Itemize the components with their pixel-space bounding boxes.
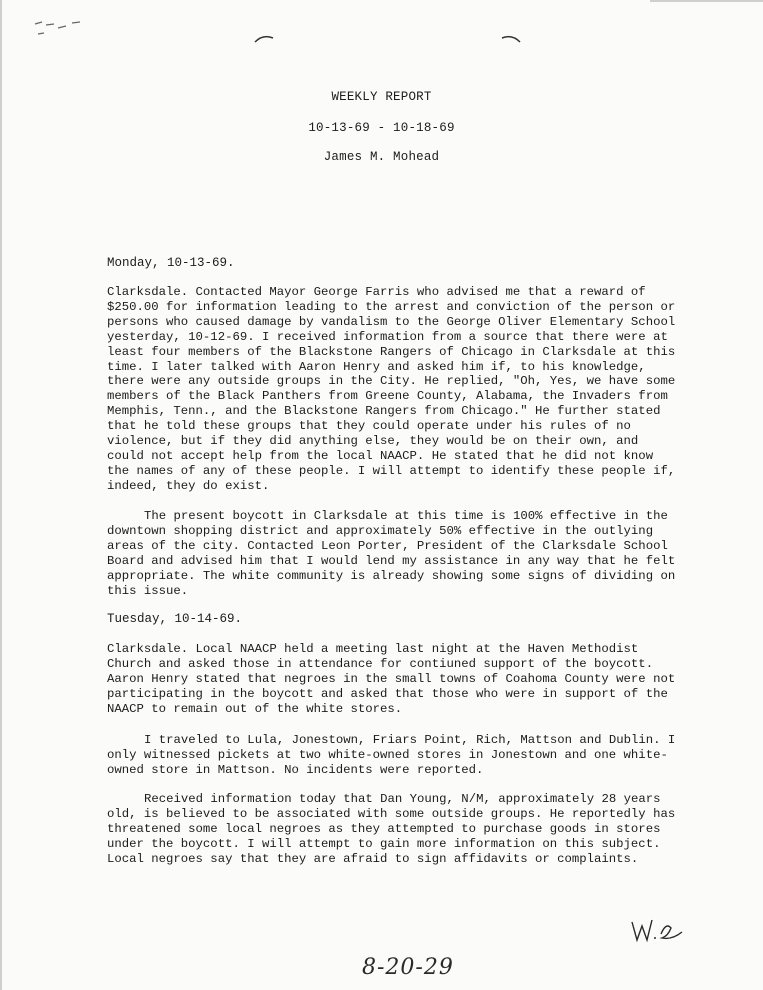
paragraph-monday-2: The present boycott in Clarksdale at this time is 100% effective in the downtown shopping district and approximately 50% effective in the outlying areas of the city. Contacted Leon Porter, President of the Clarksdale School Board and advised him that I would lend my assistance in any way that he felt appropriate. The white community is already showing some signs of dividing on this issue. [107, 509, 683, 598]
paragraph-tuesday-2: I traveled to Lula, Jonestown, Friars Point, Rich, Mattson and Dublin. I only witnessed pickets at two white-owned stores in Jonestown and one white-owned store in Mattson. No incidents were reported. [107, 733, 683, 777]
paragraph-tuesday-3: Received information today that Dan Young, N/M, approximately 28 years old, is believed to be associated with some outside groups. He reportedly has threatened some local negroes as they attempted to purchase goods in stores under the boycott. I will attempt to gain more information on this subject. Local negroes say that they are afraid to sign affidavits or complaints. [107, 792, 683, 866]
handwritten-initials [628, 914, 688, 944]
signature-initials-icon [628, 914, 688, 944]
day-heading-monday: Monday, 10-13-69. [107, 256, 235, 270]
day-heading-tuesday: Tuesday, 10-14-69. [107, 612, 243, 626]
binder-mark-icon [253, 34, 275, 44]
stamp-smudge-icon [32, 16, 84, 40]
scan-edge [0, 0, 2, 990]
report-title: WEEKLY REPORT [331, 90, 432, 104]
handwritten-file-number: 8-20-29 [362, 955, 454, 980]
binder-mark-icon [500, 34, 522, 44]
scan-artifact [650, 0, 763, 2]
report-author: James M. Mohead [323, 150, 440, 164]
report-date-range: 10-13-69 - 10-18-69 [308, 121, 455, 135]
paragraph-tuesday-1: Clarksdale. Local NAACP held a meeting last night at the Haven Methodist Church and asked those in attendance for contiuned support of the boycott. Aaron Henry stated that negroes in the small towns of Coahoma County were not participating in the boycott and asked that those who were in support of the NAACP to remain out of the white stores. [107, 642, 683, 716]
paragraph-monday-1: Clarksdale. Contacted Mayor George Farris who advised me that a reward of $250.00 for information leading to the arrest and conviction of the person or persons who caused damage by vandalism to the George Oliver Elementary School yesterday, 10-12-69. I received information from a source that there were at least four members of the Blackstone Rangers of Chicago in Clarksdale at this time. I later talked with Aaron Henry and asked him if, to his knowledge, there were any outside groups in the City. He replied, "Oh, Yes, we have some members of the Black Panthers from Greene County, Alabama, the Invaders from Memphis, Tenn., and the Blackstone Rangers from Chicago." He further stated that he told these groups that they could operate under his rules of no violence, but if they did anything else, they would be on their own, and could not accept help from the local NAACP. He stated that he did not know the names of any of these people. I will attempt to identify these people if, indeed, they do exist. [107, 285, 683, 493]
